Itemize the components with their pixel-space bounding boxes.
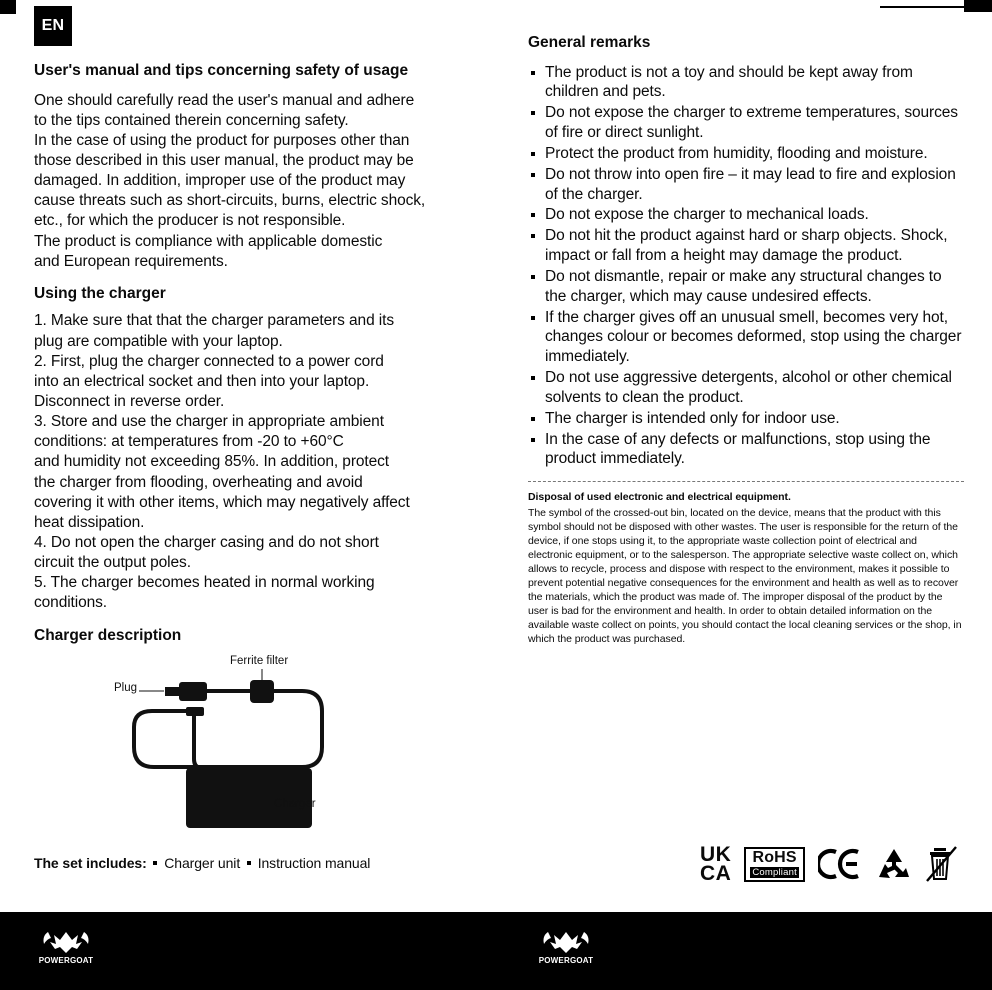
list-item: The charger is intended only for indoor use. (528, 409, 964, 429)
list-item: Do not use aggressive detergents, alcohol or other chemical solvents to clean the product. (528, 368, 964, 408)
ce-mark-icon (818, 848, 862, 880)
step-line: and humidity not exceeding 85%. In addition, protect (34, 453, 389, 471)
list-item: Protect the product from humidity, flooding and moisture. (528, 144, 964, 164)
safety-line: etc., for which the producer is not responsible. (34, 212, 346, 230)
step-line: 4. Do not open the charger casing and do not short (34, 534, 379, 551)
step-line: the charger from flooding, overheating and avoid (34, 473, 363, 491)
general-remarks-title: General remarks (528, 34, 651, 51)
right-column (528, 34, 964, 647)
list-item: Do not expose the charger to extreme temperatures, sources of fire or direct sunlight. (528, 103, 964, 143)
goat-head-icon (34, 926, 98, 958)
charger-diagram (34, 655, 486, 845)
using-charger-title: Using the charger (34, 284, 166, 302)
footer-band (0, 912, 992, 990)
diagram-label-charger: Charger (274, 798, 316, 811)
diagram-label-ferrite-filter: Ferrite filter (230, 655, 289, 668)
brand-logo (34, 926, 98, 976)
safety-line: In the case of using the product for purposes other than (34, 131, 410, 149)
step-line: covering it with other items, which may negatively affect (34, 493, 410, 511)
list-item: Do not hit the product against hard or sharp objects. Shock, impact or fall from a height may damage the product. (528, 226, 964, 266)
step-line: 1. Make sure that that the charger parameters and its (34, 312, 395, 330)
safety-line: damaged. In addition, improper use of the product may (34, 172, 406, 190)
safety-line: those described in this user manual, the product may be (34, 152, 414, 170)
brand-name: POWERGOAT (538, 956, 594, 965)
step-line: heat dissipation. (34, 513, 145, 531)
step-line: into an electrical socket and then into your laptop. (34, 372, 370, 390)
ukca-mark (700, 845, 731, 884)
crossed-out-bin-icon (926, 845, 958, 883)
safety-line: The product is compliance with applicable domestic (34, 232, 383, 250)
general-remarks-list (528, 63, 964, 470)
rohs-mark (744, 847, 805, 883)
safety-section-title: User's manual and tips concerning safety of usage (34, 62, 409, 79)
step-line: 3. Store and use the charger in appropriate ambient (34, 413, 384, 431)
step-line: conditions: at temperatures from -20 to +60°C (34, 433, 344, 451)
bullet-icon (150, 855, 160, 871)
safety-line: to the tips contained therein concerning safety. (34, 111, 349, 129)
safety-line: and European requirements. (34, 252, 228, 270)
goat-head-icon (534, 926, 598, 958)
safety-line: cause threats such as short-circuits, burns, electric shock, (34, 192, 426, 210)
safety-line: One should carefully read the user's manual and adhere (34, 91, 415, 109)
step-line: Disconnect in reverse order. (34, 393, 225, 411)
diagram-label-plug: Plug (114, 682, 138, 695)
left-column (34, 62, 486, 845)
list-item: Do not dismantle, repair or make any structural changes to the charger, which may cause undesired effects. (528, 267, 964, 307)
step-line: 5. The charger becomes heated in normal working (34, 574, 375, 592)
step-line: 2. First, plug the charger connected to a power cord (34, 352, 384, 370)
recycle-icon (875, 847, 913, 881)
disposal-title: Disposal of used electronic and electrical equipment. (528, 491, 791, 504)
step-line: plug are compatible with your laptop. (34, 332, 283, 350)
set-includes (34, 855, 370, 871)
set-includes-item: Charger unit (164, 855, 241, 871)
list-item: Do not expose the charger to mechanical loads. (528, 205, 964, 225)
rohs-label: RoHS (752, 848, 797, 866)
step-line: conditions. (34, 594, 108, 612)
list-item: The product is not a toy and should be kept away from children and pets. (528, 63, 964, 103)
set-includes-item: Instruction manual (257, 855, 371, 871)
brand-name: POWERGOAT (38, 956, 94, 965)
bullet-icon (244, 855, 254, 871)
charger-description-title: Charger description (34, 626, 182, 644)
list-item: In the case of any defects or malfunctions, stop using the product immediately. (528, 430, 964, 470)
charger-illustration (34, 655, 486, 845)
section-divider (528, 481, 964, 482)
list-item: If the charger gives off an unusual smell, becomes very hot, changes colour or becomes deformed, stop using the charger immediately. (528, 308, 964, 367)
ukca-line-2: CA (700, 862, 732, 886)
step-line: circuit the output poles. (34, 554, 191, 572)
ukca-line-1: UK (700, 843, 732, 866)
rohs-compliant-label: Compliant (752, 866, 797, 878)
set-includes-title: The set includes: (34, 855, 147, 871)
list-item: Do not throw into open fire – it may lead to fire and explosion of the charger. (528, 165, 964, 205)
brand-logo (534, 926, 598, 976)
certification-marks (700, 845, 958, 884)
using-charger-steps (34, 311, 486, 613)
language-badge: EN (34, 6, 72, 46)
disposal-text: The symbol of the crossed-out bin, located on the device, means that the product with this symbol should not be disposed with other wastes. The user is responsible for the return of the device, if one stops using it, to the appropriate waste collection point of electrical and electronic equipment, or to the salesperson. The appropriate selective waste collect on, which allows to recycle, process and dispose with respect to the environment, makes it possible to prevent potential negative consequences for the environment and health as well as to recover the materials, which the product was made of. The improper disposal of the product by the user is bad for the environment and health. In order to obtain detailed information on the available waste collect on points, you should contact the local cleaning services or the shop, in which the product was purchased. (528, 507, 962, 645)
safety-paragraph (34, 91, 486, 272)
